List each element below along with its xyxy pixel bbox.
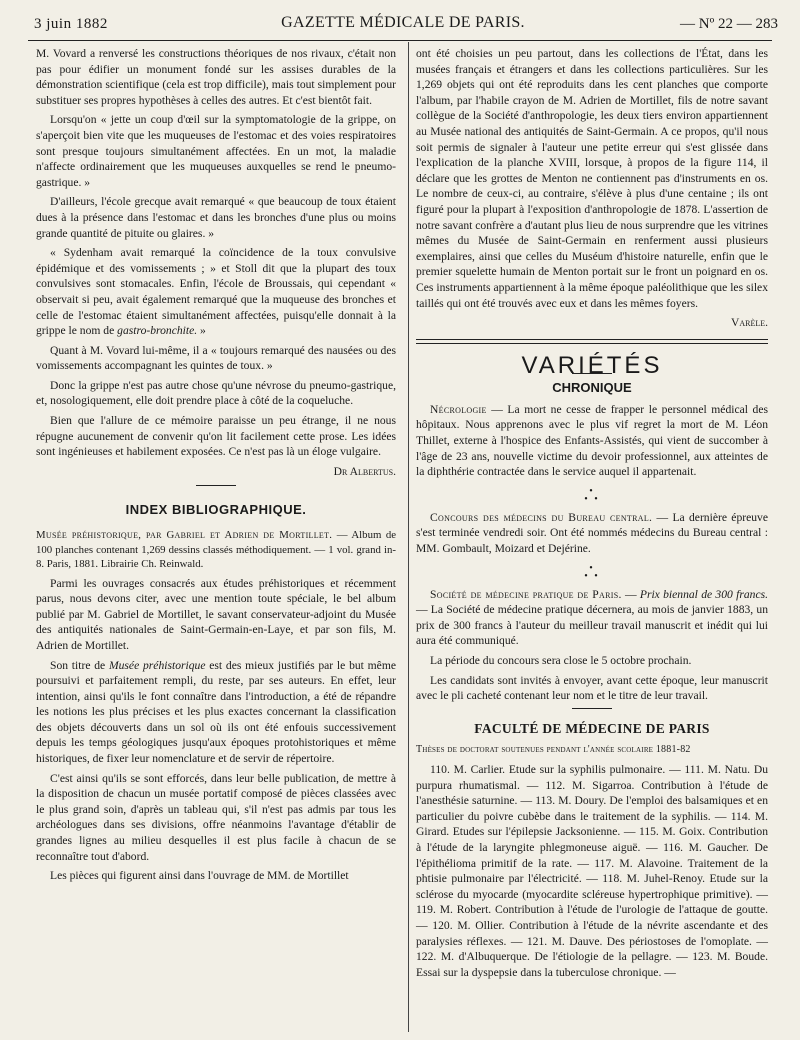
- text-run: — La Société de médecine pratique décernera, au mois de janvier 1883, un prix de 300 francs à l'auteur du meilleur travail manuscrit et inédit qui lui aura été communiqué.: [416, 603, 768, 648]
- section-heading: VARIÉTÉS: [521, 351, 663, 379]
- paragraph: C'est ainsi qu'ils se sont efforcés, dans leur belle publication, de mettre à la disposition de chacun un musée portatif composé de pièces classées avec le plus grand soin, d'après un tableau qui, s'il n'est pas admis par tous les archéologues dans ses divisions, offre néanmoins l'avantage d'établir de grandes lignes au milieu desquelles il est plus facile à chacun de se reconnaître tout d'abord.: [36, 771, 396, 863]
- divider: [572, 708, 612, 709]
- italic-term: gastro-bronchite.: [117, 324, 198, 338]
- paragraph: Les candidats sont invités à envoyer, avant cette époque, leur manuscrit avec le pli cacheté contenant leur nom et le titre de leur travail.: [416, 673, 768, 703]
- text-run: »: [197, 324, 206, 338]
- paragraph: Les pièces qui figurent ainsi dans l'ouvrage de MM. de Mortillet: [50, 869, 349, 883]
- section-heading: FACULTÉ DE MÉDECINE DE PARIS: [474, 720, 710, 736]
- signature: Dr Albertus.: [333, 464, 396, 478]
- italic-term: Prix biennal de 300 francs.: [639, 587, 768, 601]
- paragraph: [416, 587, 768, 649]
- issue-date: 3 juin 1882: [34, 16, 108, 32]
- text-run: —: [621, 587, 640, 601]
- paragraph: Donc la grippe n'est pas autre chose qu'une névrose du pneumo-gastrique, et, nosologiquement, elle doit prendre place à côté de la coqueluche.: [36, 378, 396, 408]
- run-in-head: Concours des médecins du Bureau central.: [430, 510, 653, 524]
- text-run: — La dernière épreuve s'est terminée vendredi soir. Ont été nommés médecins du Bureau central : MM. Gombault, Moizard et Dejérine.: [416, 510, 768, 556]
- paragraph: Quant à M. Vovard lui-même, il a « toujours remarqué des nausées ou des vomissements accompagnant les quintes de toux. »: [36, 343, 396, 373]
- section-heading: INDEX BIBLIOGRAPHIQUE.: [125, 502, 307, 518]
- theses-list: 110. M. Carlier. Etude sur la syphilis pulmonaire. — 111. M. Natu. Du purpura rhumatismal. — 112. M. Sigarroa. Contribution à l'étude de l'anesthésie saturnine. — 113. M. Doury. De l'emploi des balsamiques et en particulier du poivre cubèbe dans le traitement de la syphilis. — 114. M. Girard. Etudes sur l'épilepsie Jacksonienne. — 115. M. Goix. Contribution à l'étude de la laryngite phlegmoneuse aiguë. — 116. M. Gaucher. De l'épithélioma primitif de la rate. — 117. M. Alavoine. Traitement de la phtisie pulmonaire par l'électricité. — 118. M. Juhel-Renoy. Etude sur la sclérose du myocarde (myocardite scléreuse hypertrophique primitive). — 119. M. Robert. Contribution à l'étude de l'urologie de l'attaque de goutte. — 120. M. Ollier. Contribution à l'étude de la névrite ascendante et des paralysies réflexes. — 121. M. Dauve. Des périostoses de l'omoplate. — 122. M. d'Albuquerque. De l'étiologie de la pellagre. — 123. M. Boude. Essai sur la dyspepsie dans la tuberculose chronique. —: [416, 762, 768, 979]
- paragraph: ont été choisies un peu partout, dans les collections de l'État, dans les musées français et étrangers et dans les collections particulières. Sur les 1,269 objets qui ont été reproduits dans les cent planches que comporte l'album, par l'habile crayon de M. Adrien de Mortillet, fils de notre savant collègue de la Société d'anthropologie, les deux tiers environ appartiennent au Musée national des antiquités de Saint-Germain. A ce propos, qu'il nous soit permis de signaler à l'auteur une petite erreur qui s'est glissée dans l'explication de la planche XVIII, lorsque, à propos de la figure 114, il déclare que les grottes de Menton ne contiennent pas d'instruments en os. Le nombre de ceux-ci, au contraire, s'élève à plus d'une centaine ; ils ont figuré pour la plupart à l'exposition d'anthropologie de 1878. L'assertion de notre savant confrère a d'autant plus lieu de nous surprendre que les vitrines mêmes du Musée de Saint-Germain en renferment aussi plusieurs exemplaires, ainsi que celles du Muséum d'histoire naturelle, enfin que le premier squelette humain de Menton portait sur le front un poignard en os. Ces instruments appartiennent à la même époque paléolithique que les silex taillés qui ont été trouvés avec eux et dans les mêmes foyers.: [416, 47, 768, 310]
- text-run: « Sydenham avait remarqué la coïncidence de la toux convulsive épidémique et des vomissements ; » et Stoll dit que la plupart des toux convulsives sont stomacales. Enfin, l'école de Broussais, qui cependant « observait si peu, avait également remarqué que la muqueuse des bronches et celle de l'estomac étaient simultanément affectées, puisqu'elle donnait à la grippe le nom de: [36, 246, 396, 338]
- paragraph: Lorsqu'on « jette un coup d'œil sur la symptomatologie de la grippe, on s'aperçoit bien vite que les muqueuses de l'estomac et des voies respiratoires sont presque toujours simultanément affectées. En un mot, la maladie n'affecte ordinairement que les muqueuses auxquelles se rend le pneumo-gastrique. »: [36, 113, 396, 189]
- theses-caption: Thèses de doctorat soutenues pendant l'année scolaire 1881-82: [416, 744, 691, 756]
- subsection-heading: CHRONIQUE: [552, 380, 632, 396]
- issue-number: — Nº 22 — 283: [680, 16, 778, 32]
- biblio-entry: [36, 528, 396, 572]
- paragraph: Parmi les ouvrages consacrés aux études préhistoriques et récemment parus, nous devons citer, avec une mention toute spéciale, le bel album publié par M. Gabriel de Mortillet, le savant conservateur-adjoint du Musée des antiquités nationales de Saint-Germain-en-Laye, et par son fils, M. Adrien de Mortillet.: [36, 576, 396, 652]
- paragraph: [416, 402, 768, 480]
- asterism: • • •: [584, 485, 600, 505]
- header-rule: [28, 40, 772, 41]
- paragraph: [416, 510, 768, 557]
- paragraph: [36, 245, 396, 339]
- section-rule: [416, 339, 768, 344]
- paragraph: M. Vovard a renversé les constructions théoriques de nos rivaux, c'était non pas pour édifier un monument fondé sur les assises durables de la démonstration scientifique (cela est trop difficile), mais tout simplement pour substituer ses propres hypothèses à celles des autres. Et c'est bientôt fait.: [36, 47, 396, 107]
- left-column: [36, 46, 396, 888]
- right-column: [416, 46, 768, 984]
- text-run: — La mort ne cesse de frapper le personnel médical des hôpitaux. Nous apprenons avec le plus vif regret la mort de M. Léon Thillet, externe à l'hospice des Enfants-Assistés, qui vient de succomber à l'âge de 23 ans, nouvelle victime du devoir professionnel, aux atteintes de la diphthérie contractée dans le service auquel il appartenait.: [416, 402, 768, 479]
- run-in-head: Société de médecine pratique de Paris.: [430, 587, 622, 601]
- paragraph: D'ailleurs, l'école grecque avait remarqué « que beaucoup de toux étaient dues à la présence dans l'estomac et dans les bronches d'une plus ou moins grande quantité de pituite ou glaires. »: [36, 195, 396, 240]
- text-run: est des mieux justifiés par le but même poursuivi et parfaitement rempli, du reste, par ses auteurs. En effet, leur intention, ainsi qu'ils le font connaître dans l'introduction, a été de répandre les notions les plus précises et les plus exactes concernant la classification des objets découverts dans un sol où ils ont été enfouis successivement depuis les temps géologiques jusqu'aux époques protohistoriques et même historiques, de fixer leur nomenclature et de servir de répertoire.: [36, 658, 396, 766]
- italic-term: Musée préhistorique: [108, 658, 206, 672]
- paragraph: Bien que l'allure de ce mémoire paraisse un peu étrange, il ne nous répugne aucunement de convenir qu'on lit facilement cette prose. Les idées sont ingénieuses et habilement exposées. Ce n'est pas là un éloge vulgaire.: [36, 414, 396, 459]
- text-run: — Album de 100 planches contenant 1,269 dessins classés méthodiquement. — 1 vol. grand in-8. Paris, 1881. Librairie Ch. Reinwald.: [36, 529, 397, 571]
- paragraph: [36, 658, 396, 767]
- paragraph: La période du concours sera close le 5 octobre prochain.: [430, 654, 692, 667]
- run-in-head: Nécrologie: [430, 402, 487, 416]
- signature: Varèle.: [730, 316, 768, 330]
- page-header: [28, 0, 778, 30]
- biblio-title: Musée préhistorique, par Gabriel et Adrien de Mortillet.: [36, 529, 333, 542]
- divider: [196, 485, 236, 486]
- text-run: Son titre de: [50, 658, 109, 672]
- column-divider: [408, 42, 409, 1032]
- journal-title: GAZETTE MÉDICALE DE PARIS.: [281, 14, 525, 31]
- asterism: • • •: [584, 562, 600, 582]
